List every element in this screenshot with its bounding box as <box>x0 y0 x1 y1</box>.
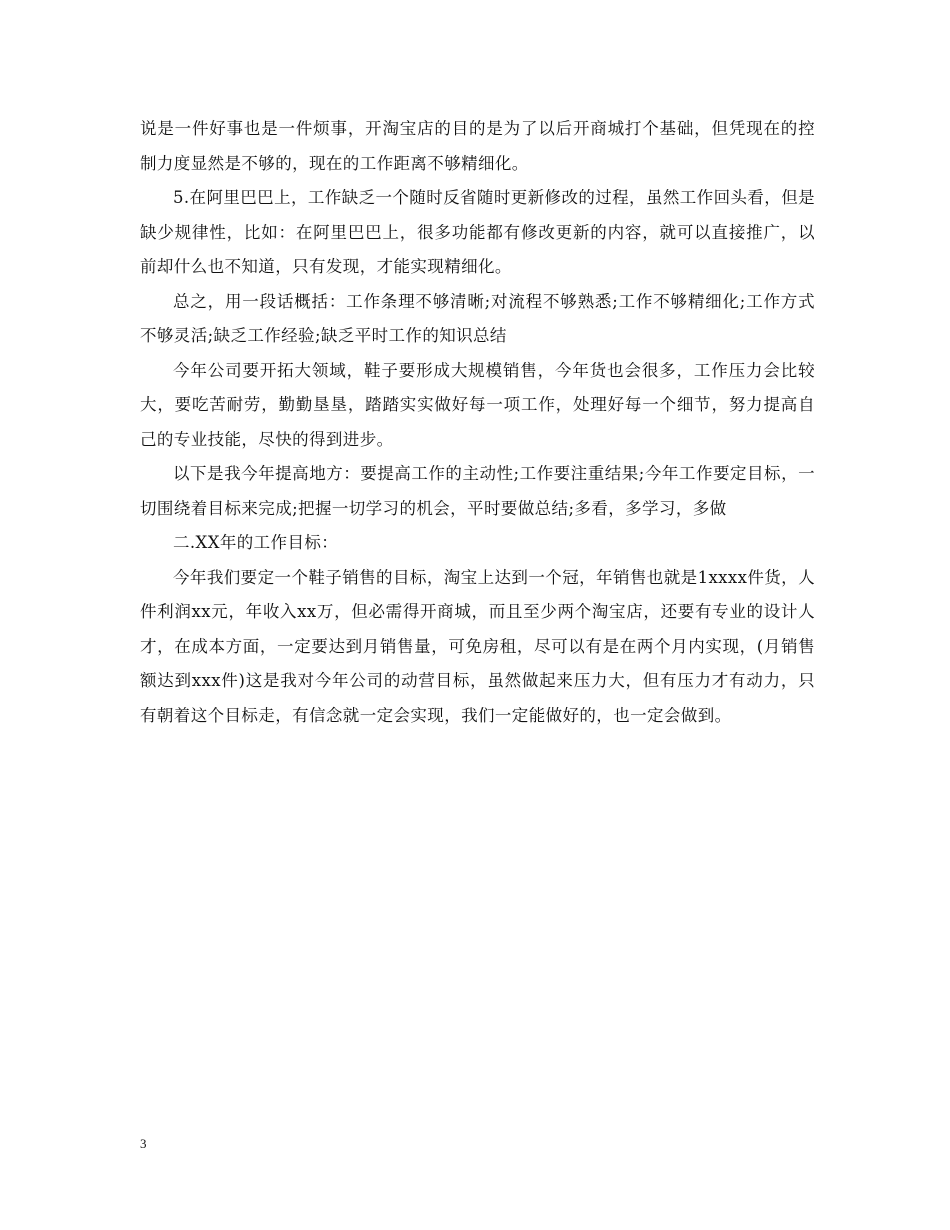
paragraph-3: 总之，用一段话概括：工作条理不够清晰;对流程不够熟悉;工作不够精细化;工作方式不够灵活;缺乏工作经验;缺乏平时工作的知识总结 <box>140 291 815 345</box>
paragraph-1: 说是一件好事也是一件烦事，开淘宝店的目的是为了以后开商城打个基础，但凭现在的控制力度显然是不够的，现在的工作距离不够精细化。 <box>140 119 815 173</box>
paragraph-7: 今年我们要定一个鞋子销售的目标，淘宝上达到一个冠，年销售也就是1xxxx件货，人件利润xx元，年收入xx万，但必需得开商城，而且至少两个淘宝店，还要有专业的设计人才，在成本方面，一定要达到月销售量，可免房租，尽可以有是在两个月内实现，(月销售额达到xxx件)这是我对今年公司的动营目标，虽然做起来压力大，但有压力才有动力，只有朝着这个目标走，有信念就一定会实现，我们一定能做好的，也一定会做到。 <box>140 567 815 725</box>
paragraph-4: 今年公司要开拓大领域，鞋子要形成大规模销售，今年货也会很多，工作压力会比较大，要吃苦耐劳，勤勤垦垦，踏踏实实做好每一项工作，处理好每一个细节，努力提高自己的专业技能，尽快的得到进步。 <box>140 360 815 449</box>
paragraph-2: 5.在阿里巴巴上，工作缺乏一个随时反省随时更新修改的过程，虽然工作回头看，但是缺少规律性，比如：在阿里巴巴上，很多功能都有修改更新的内容，就可以直接推广，以前却什么也不知道，只有发现，才能实现精细化。 <box>140 188 815 276</box>
paragraph-5: 以下是我今年提高地方：要提高工作的主动性;工作要注重结果;今年工作要定目标，一切围绕着目标来完成;把握一切学习的机会，平时要做总结;多看，多学习，多做 <box>140 464 815 518</box>
section-heading: 二.XX年的工作目标： <box>173 533 339 552</box>
document-body <box>140 112 815 733</box>
page-number: 3 <box>140 1136 147 1151</box>
